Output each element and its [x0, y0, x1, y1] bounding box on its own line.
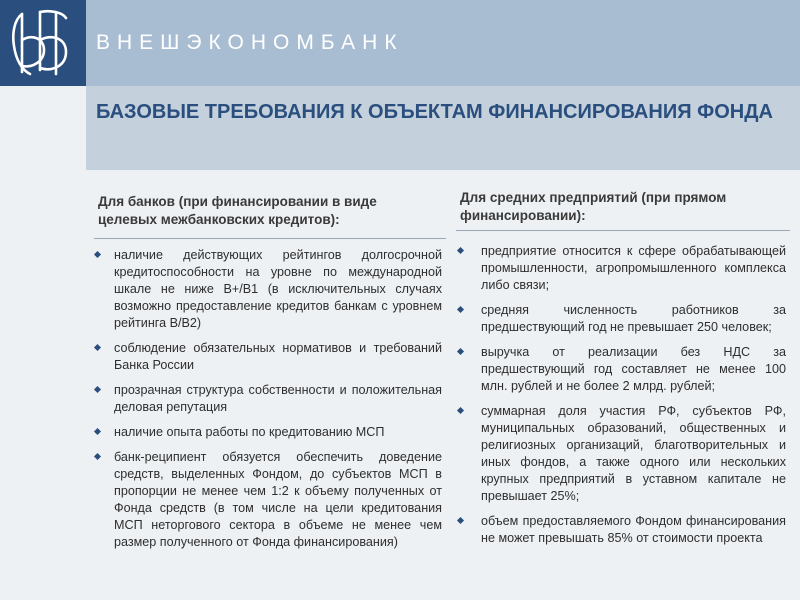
veb-monogram-icon [0, 0, 86, 86]
left-margin-strip [0, 86, 86, 600]
list-item: выручка от реализации без НДС за предшествующий год составляет не менее 100 млн. рублей и не более 2 млрд. рублей; [456, 344, 786, 395]
banks-requirements-list [94, 247, 442, 559]
enterprises-requirements-list [456, 243, 786, 555]
bullet-diamond-icon [94, 428, 101, 435]
banks-column-heading: Для банков (при финансировании в виде целевых межбанковских кредитов): [98, 194, 377, 227]
list-item: прозрачная структура собственности и положительная деловая репутация [94, 382, 442, 416]
bullet-diamond-icon [457, 348, 464, 355]
divider [456, 230, 790, 231]
enterprises-column-heading: Для средних предприятий (при прямом финансировании): [460, 190, 727, 223]
page-title: БАЗОВЫЕ ТРЕБОВАНИЯ К ОБЪЕКТАМ ФИНАНСИРОВАНИЯ ФОНДА [96, 101, 773, 123]
list-item: суммарная доля участия РФ, субъектов РФ, муниципальных образований, общественных и религиозных организаций, благотворительных и иных фондов, а также одного или нескольких крупных предприятий в уставном капитале не превышает 25%; [456, 403, 786, 505]
bullet-diamond-icon [457, 306, 464, 313]
list-item: объем предоставляемого Фондом финансирования не может превышать 85% от стоимости проекта [456, 513, 786, 547]
bullet-diamond-icon [94, 251, 101, 258]
list-item: средняя численность работников за предшествующий год не превышает 250 человек; [456, 302, 786, 336]
list-item: предприятие относится к сфере обрабатывающей промышленности, агропромышленного комплекса либо связи; [456, 243, 786, 294]
list-item: соблюдение обязательных нормативов и требований Банка России [94, 340, 442, 374]
list-item: наличие опыта работы по кредитованию МСП [94, 424, 442, 441]
bullet-diamond-icon [94, 453, 101, 460]
bullet-diamond-icon [94, 386, 101, 393]
bullet-diamond-icon [457, 407, 464, 414]
list-item: наличие действующих рейтингов долгосрочной кредитоспособности на уровне по международной шкале не ниже В+/В1 (в исключительных случаях возможно предоставление кредитов банкам с уровнем рейтинга В/В2) [94, 247, 442, 332]
bullet-diamond-icon [94, 344, 101, 351]
list-item: банк-реципиент обязуется обеспечить доведение средств, выделенных Фондом, до субъектов МСП в пропорции не менее чем 1:2 к объему полученных от Фонда средств (в том числе на цели кредитования МСП неторгового сектора в объеме не менее чем размер полученного от Фонда финансирования) [94, 449, 442, 551]
bank-name: ВНЕШЭКОНОМБАНК [96, 31, 404, 54]
bank-logo [0, 0, 86, 86]
bullet-diamond-icon [457, 247, 464, 254]
bullet-diamond-icon [457, 517, 464, 524]
divider [94, 238, 446, 239]
